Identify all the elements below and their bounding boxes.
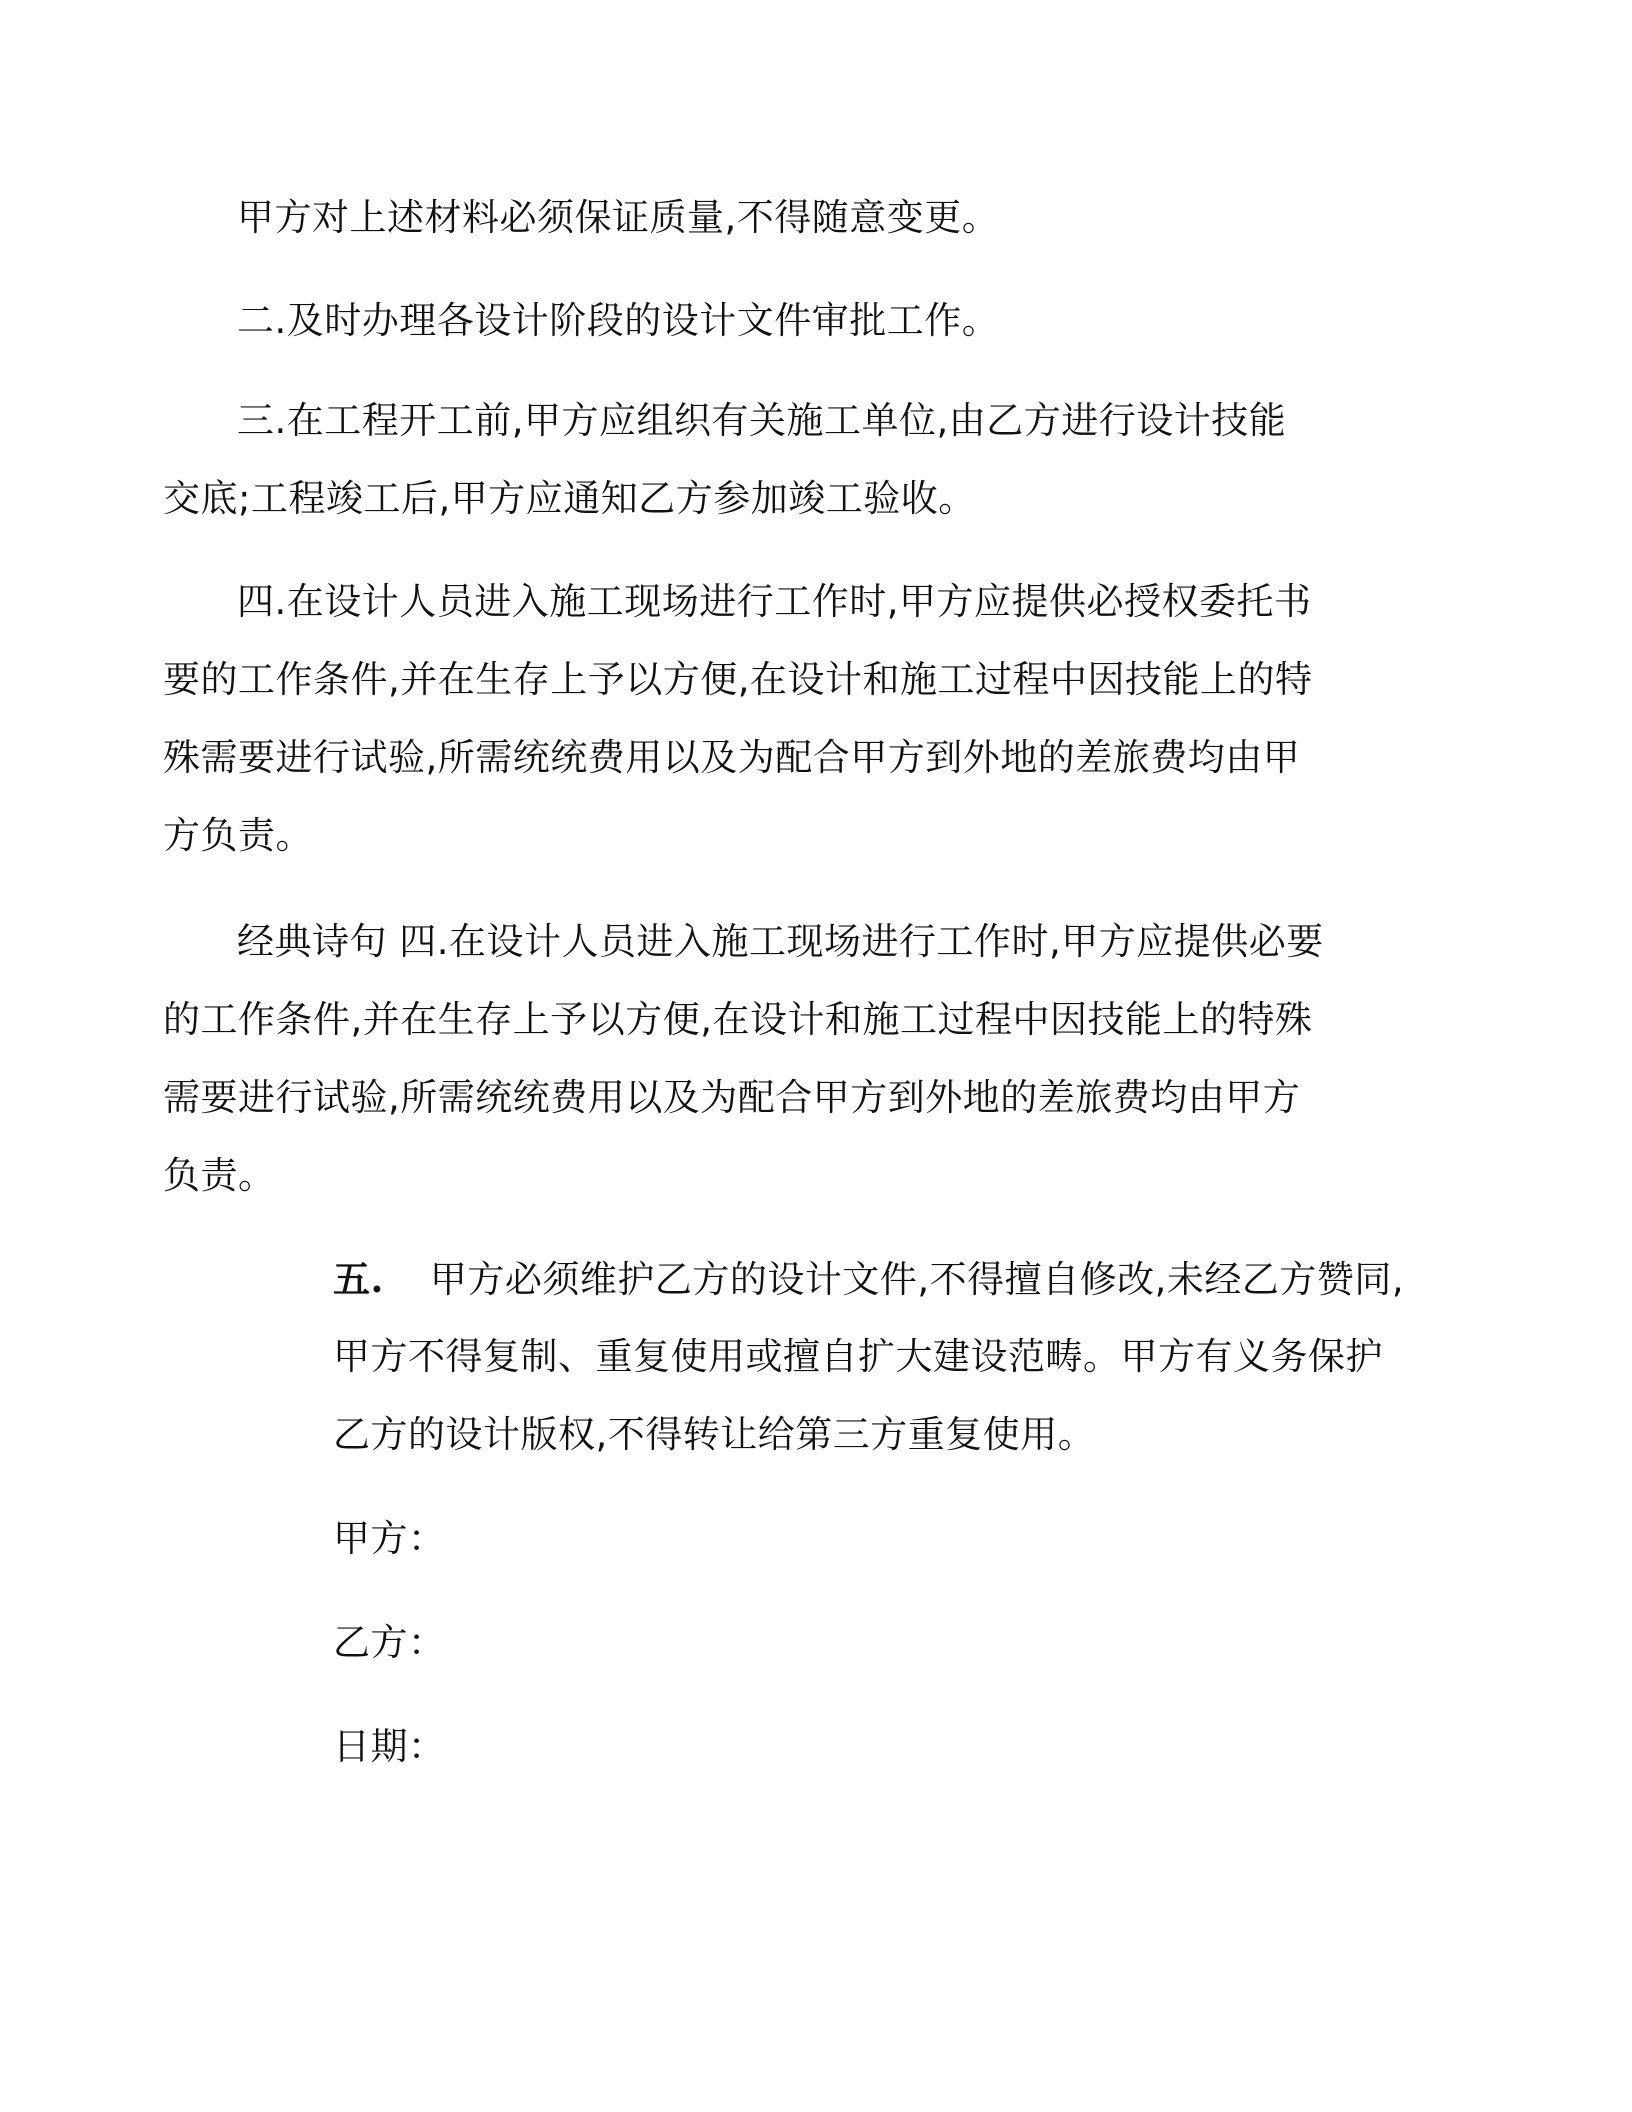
text-line: 殊需要进行试验,所需统统费用以及为配合甲方到外地的差旅费均由甲: [163, 736, 1301, 779]
paragraph-material-quality: [237, 179, 999, 257]
paragraph-repeated-clause-4-cont: [163, 1137, 276, 1215]
text-line: 乙方的设计版权,不得转让给第三方重复使用。: [333, 1413, 1096, 1456]
text-line: 二.及时办理各设计阶段的设计文件审批工作。: [237, 299, 1000, 342]
text-line: 四.在设计人员进入施工现场进行工作时,甲方应提供必授权委托书: [237, 580, 1312, 623]
paragraph-repeated-clause-4-cont: [163, 981, 1313, 1059]
clause-number: 五.: [333, 1257, 384, 1301]
text-line: 方负责。: [163, 814, 313, 857]
paragraph-clause-4: [237, 563, 1312, 641]
signature-date: [333, 1708, 446, 1786]
date-label: 日期：: [333, 1725, 446, 1768]
text-line: 需要进行试验,所需统统费用以及为配合甲方到外地的差旅费均由甲方: [163, 1076, 1301, 1119]
paragraph-clause-4-cont: [163, 719, 1300, 797]
paragraph-clause-2: [237, 282, 999, 360]
signature-party-a: [333, 1500, 446, 1578]
text-line: 交底;工程竣工后,甲方应通知乙方参加竣工验收。: [163, 477, 976, 520]
paragraph-clause-3-cont: [163, 460, 976, 538]
paragraph-repeated-clause-4-cont: [163, 1059, 1300, 1137]
paragraph-clause-5: [333, 1240, 1404, 1319]
text-line: 甲方不得复制、重复使用或擅自扩大建设范畴。甲方有义务保护: [333, 1335, 1383, 1378]
signature-party-b: [333, 1604, 446, 1682]
party-a-label: 甲方：: [333, 1517, 446, 1560]
paragraph-clause-5-cont: [333, 1318, 1383, 1396]
text-line: 的工作条件,并在生存上予以方便,在设计和施工过程中因技能上的特殊: [163, 998, 1313, 1041]
text-line: 甲方必须维护乙方的设计文件,不得擅自修改,未经乙方赞同,: [429, 1258, 1405, 1301]
text-line: 三.在工程开工前,甲方应组织有关施工单位,由乙方进行设计技能: [237, 399, 1287, 442]
paragraph-clause-5-cont: [333, 1396, 1095, 1474]
text-line: 甲方对上述材料必须保证质量,不得随意变更。: [237, 196, 1000, 239]
paragraph-clause-4-cont: [163, 797, 313, 875]
party-b-label: 乙方：: [333, 1621, 446, 1664]
text-line: 负责。: [163, 1154, 276, 1197]
text-line: 要的工作条件,并在生存上予以方便,在设计和施工过程中因技能上的特: [163, 658, 1313, 701]
paragraph-repeated-clause-4: [237, 903, 1324, 981]
paragraph-clause-3: [237, 382, 1286, 460]
paragraph-clause-4-cont: [163, 641, 1313, 719]
text-line: 经典诗句 四.在设计人员进入施工现场进行工作时,甲方应提供必要: [237, 920, 1324, 963]
